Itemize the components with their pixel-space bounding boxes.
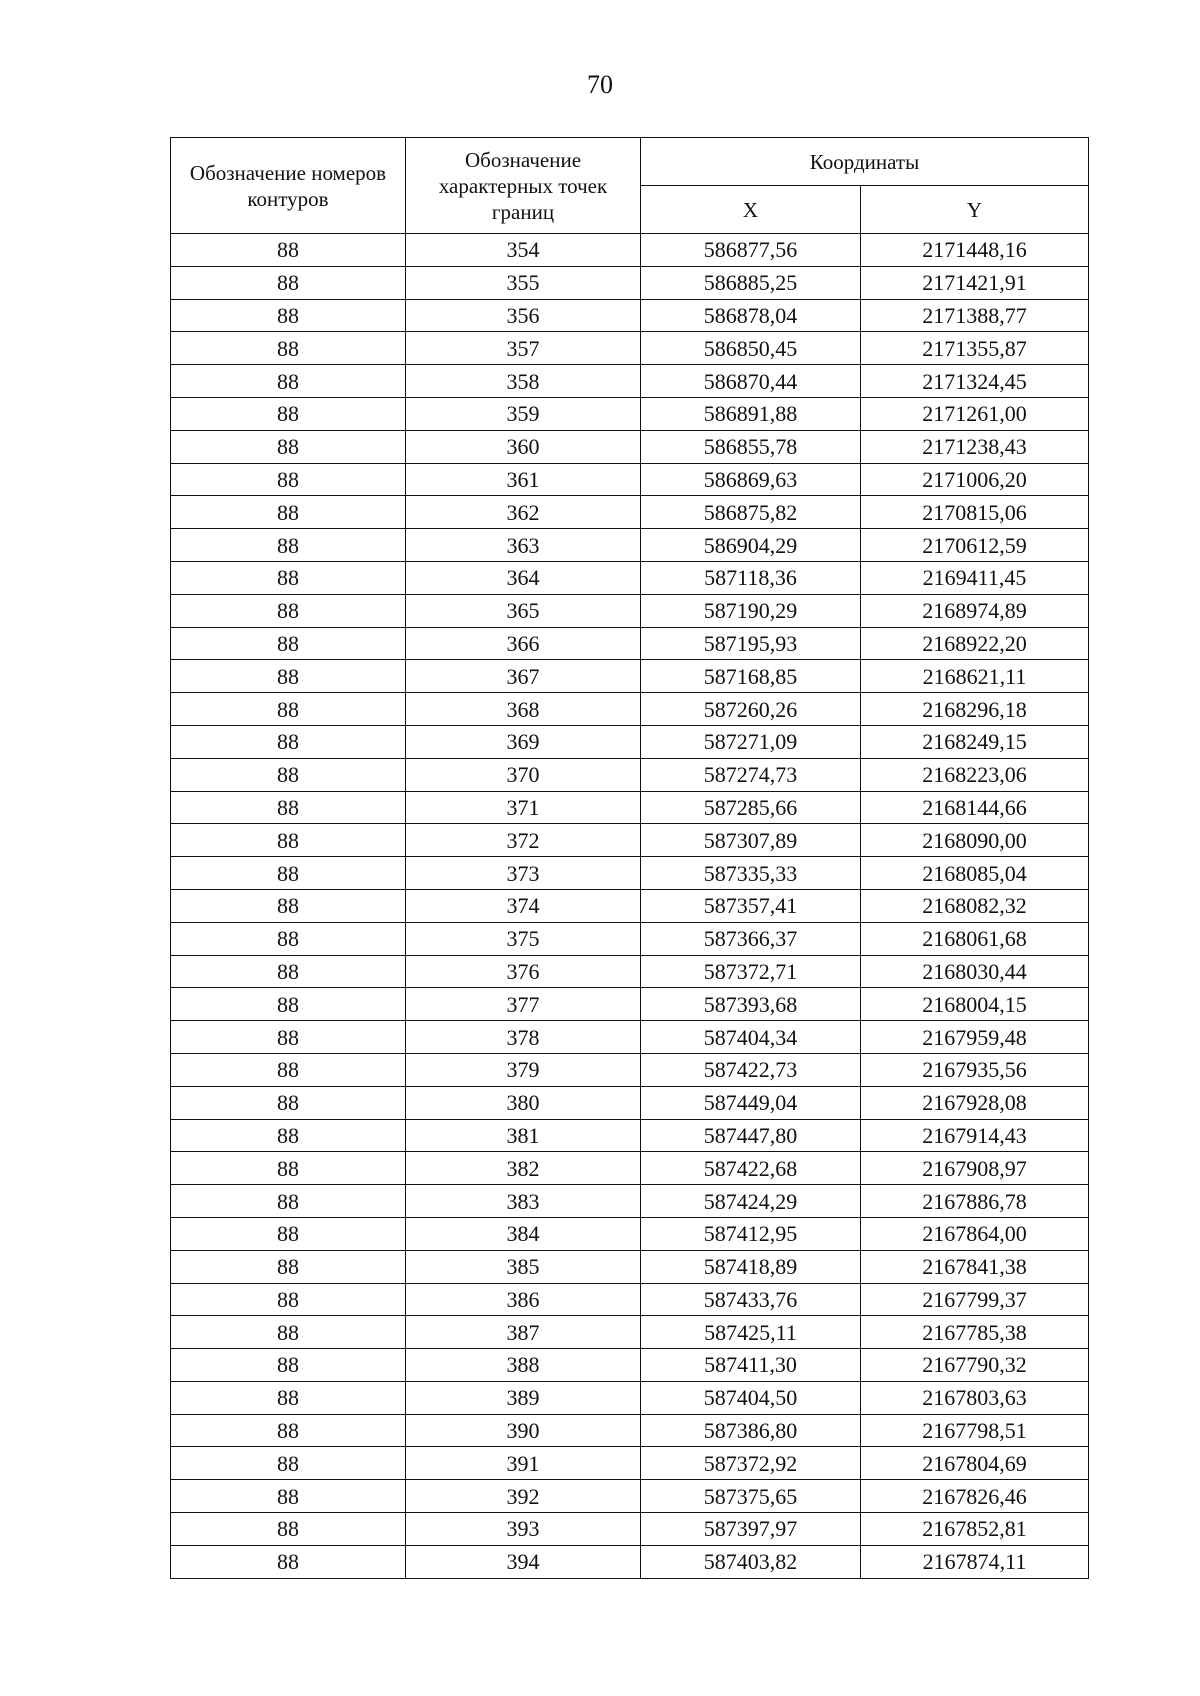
- table-row: [171, 1349, 1089, 1382]
- table-row: [171, 1545, 1089, 1578]
- table-row: [171, 1021, 1089, 1054]
- contour-number-cell: 88: [171, 1316, 406, 1349]
- table-row: [171, 332, 1089, 365]
- contour-number-cell: 88: [171, 791, 406, 824]
- point-number-cell: 376: [406, 955, 641, 988]
- y-coordinate-cell: 2170815,06: [861, 496, 1089, 529]
- x-coordinate-cell: 587357,41: [641, 889, 861, 922]
- x-coordinate-cell: 587118,36: [641, 561, 861, 594]
- point-number-cell: 356: [406, 299, 641, 332]
- contour-number-cell: 88: [171, 1545, 406, 1578]
- y-coordinate-cell: 2168144,66: [861, 791, 1089, 824]
- x-coordinate-cell: 587372,92: [641, 1447, 861, 1480]
- table-row: [171, 889, 1089, 922]
- table-row: [171, 660, 1089, 693]
- point-number-cell: 386: [406, 1283, 641, 1316]
- point-number-cell: 371: [406, 791, 641, 824]
- contour-number-cell: 88: [171, 889, 406, 922]
- contour-number-cell: 88: [171, 1414, 406, 1447]
- y-coordinate-cell: 2169411,45: [861, 561, 1089, 594]
- y-coordinate-cell: 2167886,78: [861, 1185, 1089, 1218]
- y-coordinate-cell: 2167928,08: [861, 1086, 1089, 1119]
- point-number-cell: 393: [406, 1513, 641, 1546]
- y-coordinate-cell: 2167959,48: [861, 1021, 1089, 1054]
- contour-number-cell: 88: [171, 824, 406, 857]
- contour-number-cell: 88: [171, 1349, 406, 1382]
- contour-number-cell: 88: [171, 1250, 406, 1283]
- y-coordinate-cell: 2168974,89: [861, 594, 1089, 627]
- y-coordinate-cell: 2171421,91: [861, 266, 1089, 299]
- x-coordinate-cell: 587422,73: [641, 1053, 861, 1086]
- point-number-cell: 384: [406, 1217, 641, 1250]
- x-coordinate-cell: 586850,45: [641, 332, 861, 365]
- y-coordinate-cell: 2171355,87: [861, 332, 1089, 365]
- contour-number-cell: 88: [171, 594, 406, 627]
- table-row: [171, 824, 1089, 857]
- contour-number-cell: 88: [171, 1217, 406, 1250]
- contour-number-cell: 88: [171, 1021, 406, 1054]
- point-number-cell: 355: [406, 266, 641, 299]
- y-coordinate-cell: 2168085,04: [861, 857, 1089, 890]
- table-row: [171, 1152, 1089, 1185]
- contour-number-cell: 88: [171, 365, 406, 398]
- point-number-cell: 364: [406, 561, 641, 594]
- contour-number-cell: 88: [171, 922, 406, 955]
- point-number-cell: 375: [406, 922, 641, 955]
- point-number-cell: 367: [406, 660, 641, 693]
- x-coordinate-cell: 587404,34: [641, 1021, 861, 1054]
- table-header: [171, 138, 1089, 234]
- table-row: [171, 1086, 1089, 1119]
- y-coordinate-cell: 2167785,38: [861, 1316, 1089, 1349]
- contour-number-cell: 88: [171, 529, 406, 562]
- x-coordinate-cell: 587433,76: [641, 1283, 861, 1316]
- point-number-cell: 372: [406, 824, 641, 857]
- y-coordinate-cell: 2171006,20: [861, 463, 1089, 496]
- y-coordinate-cell: 2168004,15: [861, 988, 1089, 1021]
- x-coordinate-cell: 587397,97: [641, 1513, 861, 1546]
- contour-number-cell: 88: [171, 463, 406, 496]
- y-coordinate-cell: 2167803,63: [861, 1381, 1089, 1414]
- table-row: [171, 1414, 1089, 1447]
- contour-number-cell: 88: [171, 1185, 406, 1218]
- y-coordinate-cell: 2167798,51: [861, 1414, 1089, 1447]
- x-coordinate-cell: 587411,30: [641, 1349, 861, 1382]
- x-coordinate-cell: 587285,66: [641, 791, 861, 824]
- table-row: [171, 922, 1089, 955]
- y-coordinate-cell: 2167826,46: [861, 1480, 1089, 1513]
- y-coordinate-cell: 2167874,11: [861, 1545, 1089, 1578]
- point-number-cell: 369: [406, 725, 641, 758]
- point-number-cell: 388: [406, 1349, 641, 1382]
- y-coordinate-cell: 2167852,81: [861, 1513, 1089, 1546]
- y-coordinate-cell: 2168922,20: [861, 627, 1089, 660]
- y-coordinate-cell: 2168090,00: [861, 824, 1089, 857]
- contour-number-cell: 88: [171, 1283, 406, 1316]
- point-number-cell: 365: [406, 594, 641, 627]
- table-row: [171, 365, 1089, 398]
- point-number-cell: 368: [406, 693, 641, 726]
- contour-number-cell: 88: [171, 955, 406, 988]
- x-coordinate-cell: 587393,68: [641, 988, 861, 1021]
- point-number-cell: 361: [406, 463, 641, 496]
- x-coordinate-cell: 587412,95: [641, 1217, 861, 1250]
- x-coordinate-cell: 587386,80: [641, 1414, 861, 1447]
- table-row: [171, 627, 1089, 660]
- point-number-cell: 373: [406, 857, 641, 890]
- header-x: X: [641, 186, 861, 234]
- y-coordinate-cell: 2167804,69: [861, 1447, 1089, 1480]
- contour-number-cell: 88: [171, 1119, 406, 1152]
- table-row: [171, 1480, 1089, 1513]
- table-row: [171, 988, 1089, 1021]
- x-coordinate-cell: 587195,93: [641, 627, 861, 660]
- x-coordinate-cell: 587190,29: [641, 594, 861, 627]
- x-coordinate-cell: 587404,50: [641, 1381, 861, 1414]
- table-row: [171, 1381, 1089, 1414]
- contour-number-cell: 88: [171, 1053, 406, 1086]
- y-coordinate-cell: 2168223,06: [861, 758, 1089, 791]
- table-row: [171, 1217, 1089, 1250]
- y-coordinate-cell: 2167841,38: [861, 1250, 1089, 1283]
- y-coordinate-cell: 2171448,16: [861, 234, 1089, 267]
- x-coordinate-cell: 587372,71: [641, 955, 861, 988]
- table-row: [171, 857, 1089, 890]
- x-coordinate-cell: 587168,85: [641, 660, 861, 693]
- y-coordinate-cell: 2170612,59: [861, 529, 1089, 562]
- contour-number-cell: 88: [171, 496, 406, 529]
- contour-number-cell: 88: [171, 1381, 406, 1414]
- point-number-cell: 363: [406, 529, 641, 562]
- x-coordinate-cell: 586904,29: [641, 529, 861, 562]
- point-number-cell: 377: [406, 988, 641, 1021]
- y-coordinate-cell: 2171261,00: [861, 397, 1089, 430]
- table-row: [171, 1053, 1089, 1086]
- table-row: [171, 594, 1089, 627]
- point-number-cell: 385: [406, 1250, 641, 1283]
- table-row: [171, 955, 1089, 988]
- table-row: [171, 397, 1089, 430]
- y-coordinate-cell: 2167864,00: [861, 1217, 1089, 1250]
- point-number-cell: 362: [406, 496, 641, 529]
- y-coordinate-cell: 2168082,32: [861, 889, 1089, 922]
- x-coordinate-cell: 587271,09: [641, 725, 861, 758]
- x-coordinate-cell: 587335,33: [641, 857, 861, 890]
- table-body: [171, 234, 1089, 1579]
- x-coordinate-cell: 587418,89: [641, 1250, 861, 1283]
- point-number-cell: 379: [406, 1053, 641, 1086]
- contour-number-cell: 88: [171, 988, 406, 1021]
- x-coordinate-cell: 587274,73: [641, 758, 861, 791]
- y-coordinate-cell: 2168296,18: [861, 693, 1089, 726]
- y-coordinate-cell: 2168030,44: [861, 955, 1089, 988]
- point-number-cell: 391: [406, 1447, 641, 1480]
- x-coordinate-cell: 587449,04: [641, 1086, 861, 1119]
- point-number-cell: 360: [406, 430, 641, 463]
- x-coordinate-cell: 587375,65: [641, 1480, 861, 1513]
- table-row: [171, 430, 1089, 463]
- point-number-cell: 390: [406, 1414, 641, 1447]
- contour-number-cell: 88: [171, 332, 406, 365]
- point-number-cell: 387: [406, 1316, 641, 1349]
- table-row: [171, 299, 1089, 332]
- y-coordinate-cell: 2167799,37: [861, 1283, 1089, 1316]
- table-row: [171, 725, 1089, 758]
- x-coordinate-cell: 586885,25: [641, 266, 861, 299]
- contour-number-cell: 88: [171, 627, 406, 660]
- table-row: [171, 561, 1089, 594]
- table-row: [171, 1250, 1089, 1283]
- contour-number-cell: 88: [171, 758, 406, 791]
- y-coordinate-cell: 2167908,97: [861, 1152, 1089, 1185]
- point-number-cell: 389: [406, 1381, 641, 1414]
- point-number-cell: 378: [406, 1021, 641, 1054]
- header-y: Y: [861, 186, 1089, 234]
- contour-number-cell: 88: [171, 397, 406, 430]
- point-number-cell: 354: [406, 234, 641, 267]
- contour-number-cell: 88: [171, 1480, 406, 1513]
- x-coordinate-cell: 587447,80: [641, 1119, 861, 1152]
- table-row: [171, 1447, 1089, 1480]
- x-coordinate-cell: 587403,82: [641, 1545, 861, 1578]
- y-coordinate-cell: 2171324,45: [861, 365, 1089, 398]
- y-coordinate-cell: 2171388,77: [861, 299, 1089, 332]
- point-number-cell: 383: [406, 1185, 641, 1218]
- table-row: [171, 529, 1089, 562]
- page-number: 70: [587, 70, 613, 99]
- contour-number-cell: 88: [171, 561, 406, 594]
- table-row: [171, 1316, 1089, 1349]
- header-boundary-point: Обозначение характерных точек границ: [406, 138, 641, 234]
- y-coordinate-cell: 2168249,15: [861, 725, 1089, 758]
- contour-number-cell: 88: [171, 1513, 406, 1546]
- y-coordinate-cell: 2167935,56: [861, 1053, 1089, 1086]
- x-coordinate-cell: 586855,78: [641, 430, 861, 463]
- table-row: [171, 496, 1089, 529]
- contour-number-cell: 88: [171, 660, 406, 693]
- point-number-cell: 382: [406, 1152, 641, 1185]
- x-coordinate-cell: 586891,88: [641, 397, 861, 430]
- table-row: [171, 463, 1089, 496]
- x-coordinate-cell: 587422,68: [641, 1152, 861, 1185]
- table-row: [171, 234, 1089, 267]
- y-coordinate-cell: 2167790,32: [861, 1349, 1089, 1382]
- contour-number-cell: 88: [171, 725, 406, 758]
- point-number-cell: 370: [406, 758, 641, 791]
- x-coordinate-cell: 587260,26: [641, 693, 861, 726]
- table-row: [171, 693, 1089, 726]
- x-coordinate-cell: 586877,56: [641, 234, 861, 267]
- x-coordinate-cell: 587424,29: [641, 1185, 861, 1218]
- y-coordinate-cell: 2168061,68: [861, 922, 1089, 955]
- y-coordinate-cell: 2167914,43: [861, 1119, 1089, 1152]
- contour-number-cell: 88: [171, 234, 406, 267]
- y-coordinate-cell: 2168621,11: [861, 660, 1089, 693]
- point-number-cell: 381: [406, 1119, 641, 1152]
- point-number-cell: 394: [406, 1545, 641, 1578]
- x-coordinate-cell: 587307,89: [641, 824, 861, 857]
- point-number-cell: 358: [406, 365, 641, 398]
- x-coordinate-cell: 586875,82: [641, 496, 861, 529]
- point-number-cell: 380: [406, 1086, 641, 1119]
- x-coordinate-cell: 586870,44: [641, 365, 861, 398]
- contour-number-cell: 88: [171, 1447, 406, 1480]
- header-contour-number: Обозначение номеров контуров: [171, 138, 406, 234]
- table-row: [171, 1513, 1089, 1546]
- point-number-cell: 357: [406, 332, 641, 365]
- x-coordinate-cell: 586869,63: [641, 463, 861, 496]
- point-number-cell: 392: [406, 1480, 641, 1513]
- header-coordinates: Координаты: [641, 138, 1089, 186]
- point-number-cell: 366: [406, 627, 641, 660]
- x-coordinate-cell: 587425,11: [641, 1316, 861, 1349]
- table-row: [171, 266, 1089, 299]
- contour-number-cell: 88: [171, 1086, 406, 1119]
- table-row: [171, 1185, 1089, 1218]
- table-row: [171, 1283, 1089, 1316]
- x-coordinate-cell: 587366,37: [641, 922, 861, 955]
- y-coordinate-cell: 2171238,43: [861, 430, 1089, 463]
- contour-number-cell: 88: [171, 1152, 406, 1185]
- contour-number-cell: 88: [171, 693, 406, 726]
- contour-number-cell: 88: [171, 857, 406, 890]
- point-number-cell: 359: [406, 397, 641, 430]
- contour-number-cell: 88: [171, 430, 406, 463]
- contour-number-cell: 88: [171, 299, 406, 332]
- coordinates-table: [170, 137, 1089, 1579]
- point-number-cell: 374: [406, 889, 641, 922]
- contour-number-cell: 88: [171, 266, 406, 299]
- table-row: [171, 791, 1089, 824]
- x-coordinate-cell: 586878,04: [641, 299, 861, 332]
- table-row: [171, 758, 1089, 791]
- table-row: [171, 1119, 1089, 1152]
